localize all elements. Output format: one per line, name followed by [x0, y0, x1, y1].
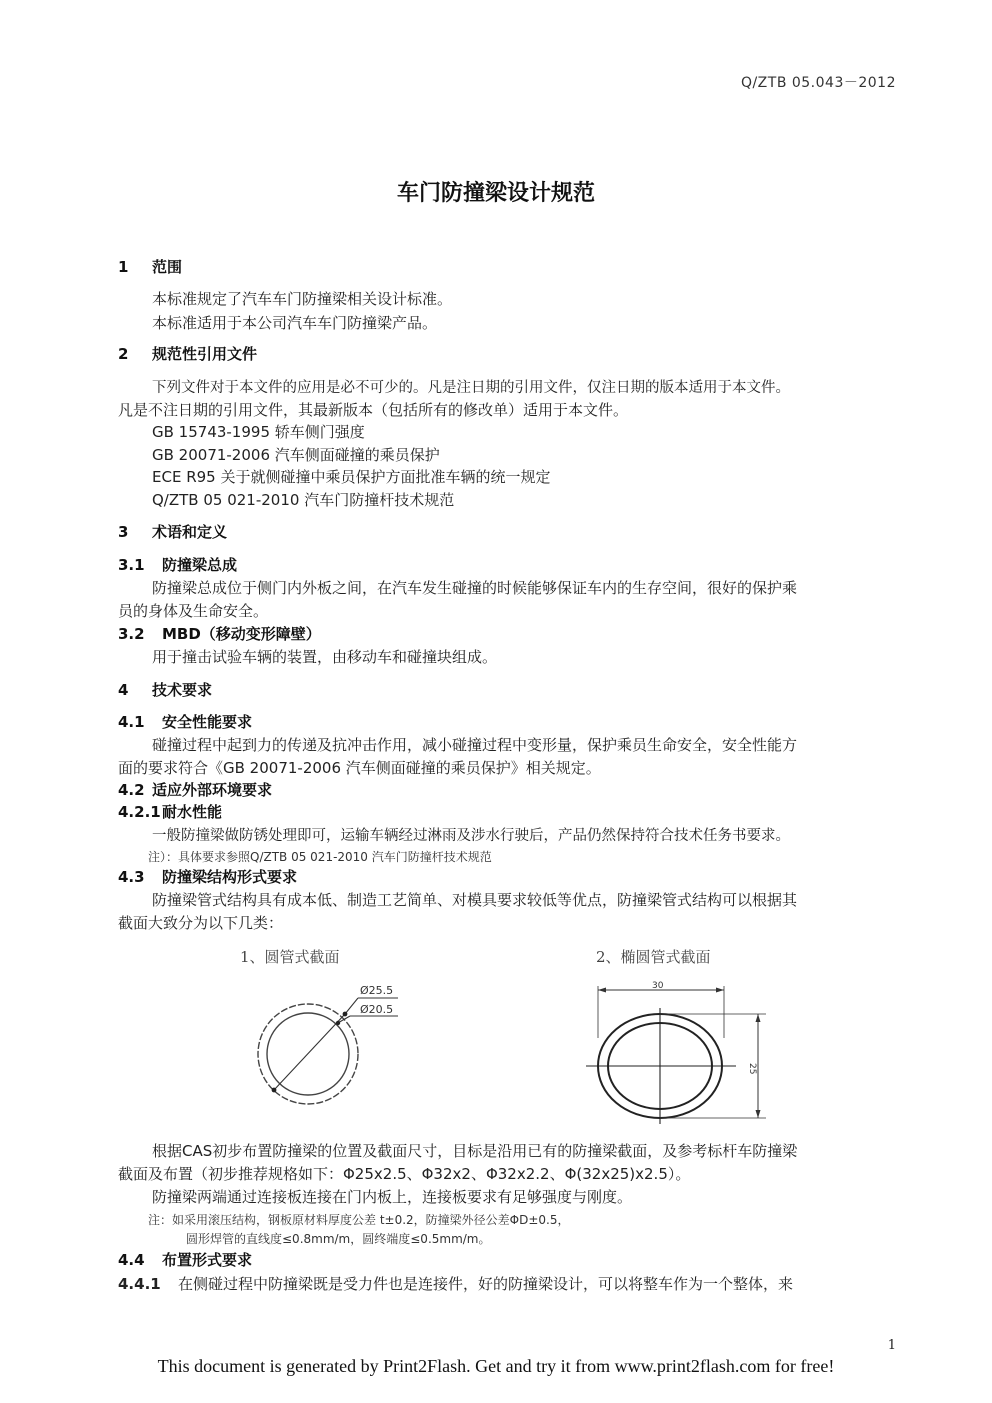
section-title: MBD（移动变形障壁） [162, 625, 321, 643]
section-number: 1 [118, 258, 129, 276]
section-4-heading [118, 679, 212, 700]
subsection-4-1-heading [118, 711, 252, 732]
reference-item: GB 20071-2006 汽车侧面碰撞的乘员保护 [152, 446, 440, 464]
section-number: 4.2.1 [118, 803, 161, 821]
paragraph: 防撞梁管式结构具有成本低、制造工艺简单、对模具要求较低等优点，防撞梁管式结构可以根据其 [152, 891, 798, 909]
section-number: 4 [118, 681, 129, 699]
page-number: 1 [887, 1338, 896, 1353]
subsection-3-1-heading [118, 554, 237, 575]
figure-2-caption: 2、椭圆管式截面 [596, 948, 711, 966]
subsection-3-2-heading [118, 623, 321, 644]
section-title: 技术要求 [152, 681, 213, 699]
section-2-heading [118, 343, 257, 364]
paragraph: 凡是不注日期的引用文件，其最新版本（包括所有的修改单）适用于本文件。 [118, 401, 629, 419]
outer-diameter-label: Ø25.5 [360, 984, 394, 997]
document-title: 车门防撞梁设计规范 [396, 181, 595, 206]
section-title: 范围 [152, 258, 183, 276]
paragraph: 本标准适用于本公司汽车车门防撞梁产品。 [152, 314, 438, 332]
paragraph: 在侧碰过程中防撞梁既是受力件也是连接件，好的防撞梁设计，可以将整车作为一个整体，来 [178, 1275, 794, 1293]
section-number: 2 [118, 345, 129, 363]
section-title: 防撞梁总成 [162, 556, 238, 574]
section-title: 术语和定义 [152, 523, 228, 541]
section-3-heading [118, 521, 227, 542]
section-number: 3 [118, 523, 129, 541]
note: 注）：具体要求参照Q/ZTB 05 021-2010 汽车门防撞杆技术规范 [148, 850, 492, 864]
paragraph: 下列文件对于本文件的应用是必不可少的。凡是注日期的引用文件，仅注日期的版本适用于本文件。 [152, 380, 790, 396]
subsection-4-4-1 [118, 1273, 793, 1294]
section-title: 耐水性能 [162, 803, 223, 821]
subsection-4-4-heading [118, 1249, 252, 1270]
height-dimension-label: 25 [747, 1063, 757, 1075]
paragraph: 根据CAS初步布置防撞梁的位置及截面尺寸，目标是沿用已有的防撞梁截面，及参考标杆车防撞梁 [152, 1142, 798, 1160]
note: 注：如采用滚压结构，钢板原材料厚度公差 t±0.2，防撞梁外径公差ΦD±0.5， [148, 1213, 570, 1227]
section-number: 3.2 [118, 625, 145, 643]
section-title: 安全性能要求 [162, 713, 253, 731]
paragraph: 碰撞过程中起到力的传递及抗冲击作用，减小碰撞过程中变形量，保护乘员生命安全，安全性能方 [152, 736, 798, 754]
paragraph: 用于撞击试验车辆的装置，由移动车和碰撞块组成。 [152, 648, 498, 666]
print2flash-footer: This document is generated by Print2Flash. Get and try it from www.print2flash.com for free! [157, 1356, 835, 1376]
paragraph: 防撞梁总成位于侧门内外板之间，在汽车发生碰撞的时候能够保证车内的生存空间，很好的保护乘 [152, 579, 798, 597]
paragraph: 员的身体及生命安全。 [118, 602, 269, 620]
section-number: 4.2 [118, 781, 145, 799]
section-number: 4.4 [118, 1251, 145, 1269]
inner-diameter-label: Ø20.5 [360, 1003, 394, 1016]
width-dimension-label: 30 [652, 981, 664, 991]
subsection-4-2-heading [118, 779, 272, 800]
reference-item: GB 15743-1995 轿车侧门强度 [152, 423, 365, 441]
paragraph: 面的要求符合《GB 20071-2006 汽车侧面碰撞的乘员保护》相关规定。 [118, 759, 601, 777]
round-tube-section-figure [250, 978, 420, 1128]
oval-tube-section-figure [586, 978, 786, 1128]
subsection-4-2-1-heading [118, 801, 222, 822]
section-title: 适应外部环境要求 [152, 781, 273, 799]
section-title: 防撞梁结构形式要求 [162, 868, 298, 886]
section-number: 3.1 [118, 556, 145, 574]
figure-1-caption: 1、圆管式截面 [240, 948, 340, 966]
reference-item: Q/ZTB 05 021-2010 汽车门防撞杆技术规范 [152, 491, 455, 509]
paragraph: 一般防撞梁做防锈处理即可，运输车辆经过淋雨及涉水行驶后，产品仍然保持符合技术任务书要求。 [152, 828, 790, 844]
reference-item: ECE R95 关于就侧碰撞中乘员保护方面批准车辆的统一规定 [152, 468, 551, 486]
section-number: 4.3 [118, 868, 145, 886]
paragraph: 本标准规定了汽车车门防撞梁相关设计标准。 [152, 290, 453, 308]
section-title: 规范性引用文件 [152, 345, 258, 363]
subsection-4-3-heading [118, 866, 297, 887]
section-1-heading [118, 256, 182, 277]
paragraph: 防撞梁两端通过连接板连接在门内板上，连接板要求有足够强度与刚度。 [152, 1188, 633, 1206]
paragraph: 截面大致分为以下几类： [118, 914, 284, 932]
standard-number: Q/ZTB 05.043－2012 [740, 75, 896, 91]
paragraph: 截面及布置（初步推荐规格如下：Φ25x2.5、Φ32x2、Φ32x2.2、Φ(32x25)x2.5）。 [118, 1165, 691, 1183]
section-number: 4.1 [118, 713, 145, 731]
note: 圆形焊管的直线度≤0.8mm/m，圆终端度≤0.5mm/m。 [186, 1232, 491, 1246]
section-title: 布置形式要求 [162, 1251, 253, 1269]
section-number: 4.4.1 [118, 1275, 161, 1293]
